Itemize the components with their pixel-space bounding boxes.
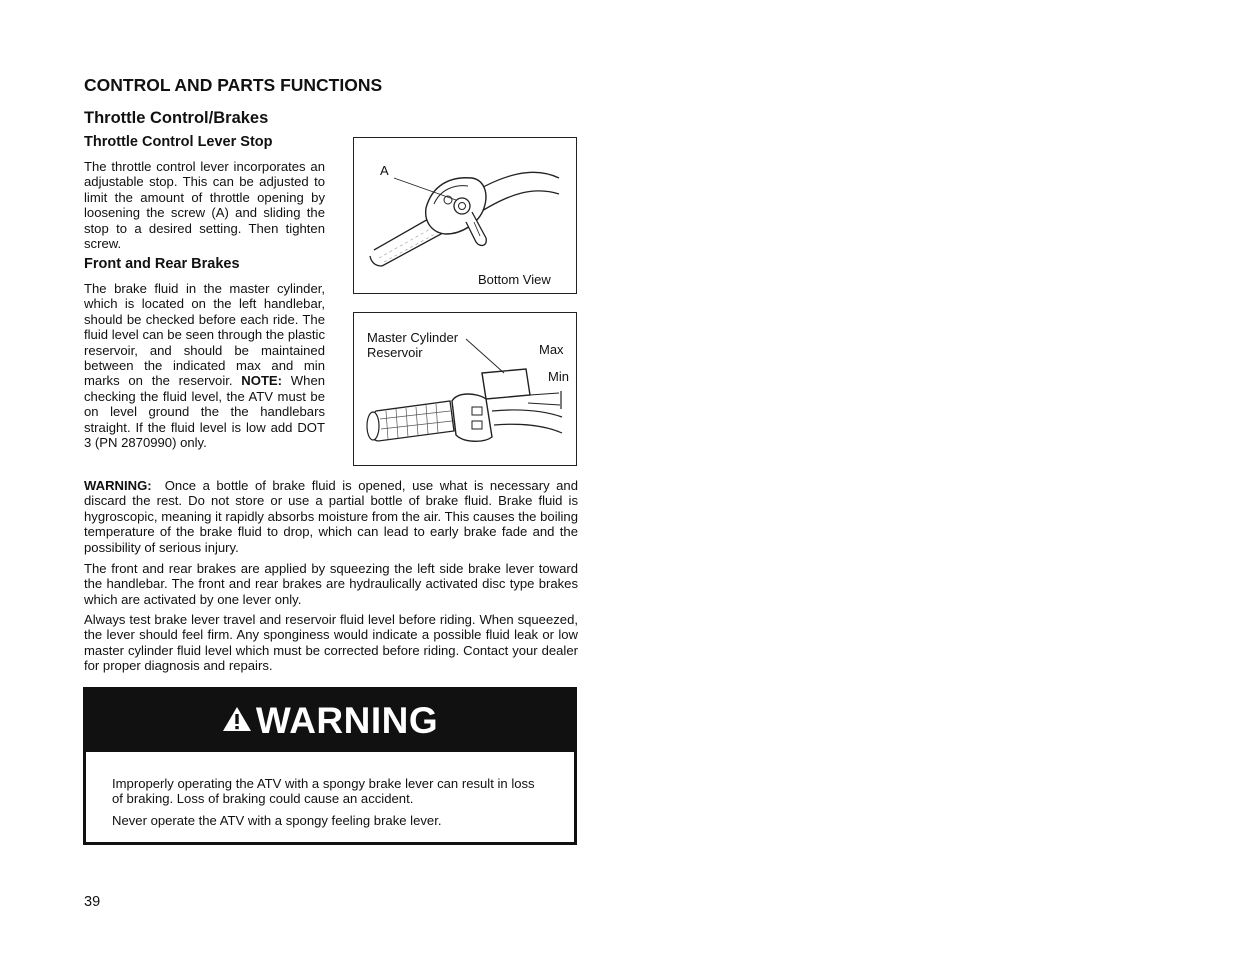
master-cylinder-figure [353, 312, 577, 466]
brake-test-paragraph: Always test brake lever travel and reservoir fluid level before riding. When squeezed, the lever should feel firm. Any sponginess would indicate a possible fluid leak or low master cylinder fluid level which must be corrected before riding. Contact your dealer for proper diagnosis and repairs. [84, 612, 578, 674]
note-label: NOTE: [241, 373, 283, 389]
warning-paragraph [84, 478, 578, 555]
section-heading: CONTROL AND PARTS FUNCTIONS [84, 75, 383, 95]
note-text: When checking the fluid level, the ATV must be on level ground the the handlebars straight. If the fluid level is low add DOT 3 (PN 2870990) only. [84, 373, 326, 451]
brake-application-paragraph: The front and rear brakes are applied by squeezing the left side brake lever toward the handlebar. The front and rear brakes are hydraulically activated disc type brakes which are activated by one lever only. [84, 561, 578, 607]
throttle-figure [353, 137, 577, 294]
warning-box [83, 687, 577, 845]
warning-body [112, 776, 548, 834]
warning-title: WARNING [255, 700, 439, 741]
brakes-text: The brake fluid in the master cylinder, which is located on the left handlebar, should be checked before each ride. The fluid level can be seen through the plastic reservoir, and should be maintained between the indicated max and min marks on the reservoir. [84, 281, 325, 389]
warning-line-1: Improperly operating the ATV with a spongy brake lever can result in loss of braking. Loss of braking could cause an accident. [112, 776, 535, 807]
throttle-stop-title: Throttle Control Lever Stop [84, 134, 273, 150]
label-master-cylinder: Master Cylinder [367, 330, 459, 345]
warning-triangle-icon [222, 699, 252, 741]
subsection-heading: Throttle Control/Brakes [84, 109, 269, 127]
page-number: 39 [84, 894, 101, 910]
label-max: Max [539, 342, 564, 357]
warning-header [86, 690, 574, 752]
figure-caption: Bottom View [478, 272, 551, 287]
brakes-body [84, 281, 325, 450]
label-reservoir: Reservoir [367, 345, 423, 360]
throttle-stop-body: The throttle control lever incorporates an adjustable stop. This can be adjusted to limit the amount of throttle opening by loosening the screw (A) and sliding the stop to a desired setting. Then tighten screw. [84, 159, 325, 252]
brakes-title: Front and Rear Brakes [84, 256, 240, 272]
warning-line-2: Never operate the ATV with a spongy feeling brake lever. [112, 812, 442, 828]
label-a: A [380, 163, 389, 178]
warning-paragraph-label: WARNING: [84, 478, 152, 493]
warning-paragraph-text: Once a bottle of brake fluid is opened, use what is necessary and discard the rest. Do not store or use a partial bottle of brake fluid. Brake fluid is hygroscopic, meaning it rapidly absorbs moisture from the air. This causes the boiling temperature of the brake fluid to drop, which can lead to early brake fade and the possibility of serious injury. [84, 478, 578, 555]
label-min: Min [548, 369, 569, 384]
